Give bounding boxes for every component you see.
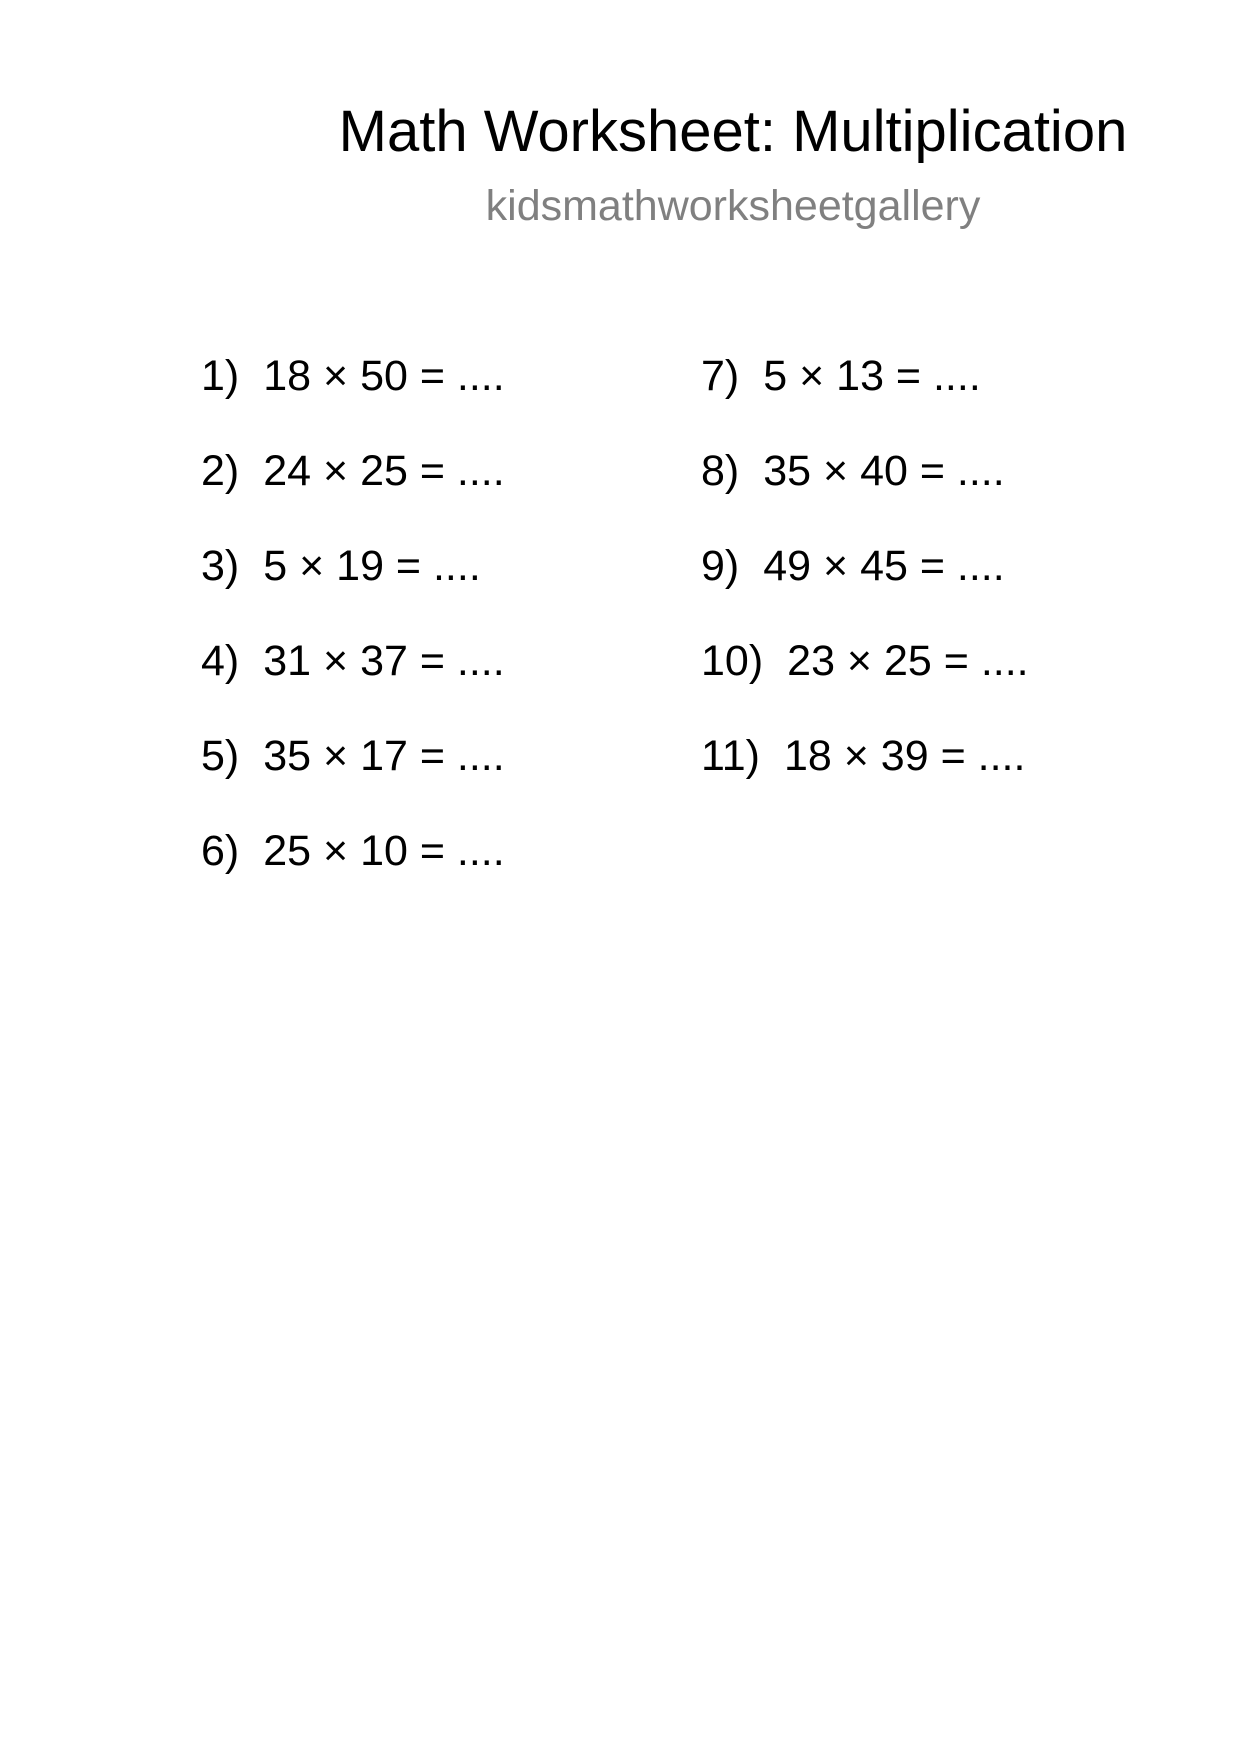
problem-expression: 35 × 17 = .... [263, 732, 505, 780]
problem-expression: 23 × 25 = .... [787, 637, 1029, 685]
problem-number: 6) [201, 827, 240, 875]
problem-item [201, 536, 505, 631]
page-subtitle: kidsmathworksheetgallery [485, 182, 981, 230]
problem-number: 1) [201, 352, 240, 400]
problem-number: 11) [701, 732, 760, 780]
problem-number: 9) [701, 542, 740, 590]
problem-expression: 18 × 39 = .... [783, 732, 1026, 780]
problem-expression: 5 × 19 = .... [263, 542, 481, 590]
problem-expression: 5 × 13 = .... [763, 352, 981, 400]
problem-item [701, 346, 1029, 441]
problem-item [701, 631, 1029, 726]
problem-item [701, 726, 1029, 821]
problem-item [201, 631, 505, 726]
problem-number: 5) [201, 732, 240, 780]
problem-expression: 31 × 37 = .... [263, 637, 505, 685]
problem-number: 4) [201, 637, 240, 685]
problem-item [201, 441, 505, 536]
problem-item [201, 821, 505, 916]
problem-item [701, 441, 1029, 536]
problem-expression: 49 × 45 = .... [763, 542, 1005, 590]
problem-number: 2) [201, 447, 240, 495]
problem-number: 10) [701, 637, 764, 685]
problem-number: 8) [701, 447, 740, 495]
problem-number: 7) [701, 352, 740, 400]
problem-expression: 25 × 10 = .... [263, 827, 505, 875]
problem-expression: 24 × 25 = .... [263, 447, 505, 495]
problem-number: 3) [201, 542, 240, 590]
problem-item [701, 536, 1029, 631]
problem-item [201, 726, 505, 821]
problem-list-left [201, 346, 505, 916]
problem-list-right [701, 346, 1029, 821]
problem-expression: 35 × 40 = .... [763, 447, 1005, 495]
page-title: Math Worksheet: Multiplication [338, 99, 1128, 164]
problem-item [201, 346, 505, 441]
problem-expression: 18 × 50 = .... [263, 352, 505, 400]
